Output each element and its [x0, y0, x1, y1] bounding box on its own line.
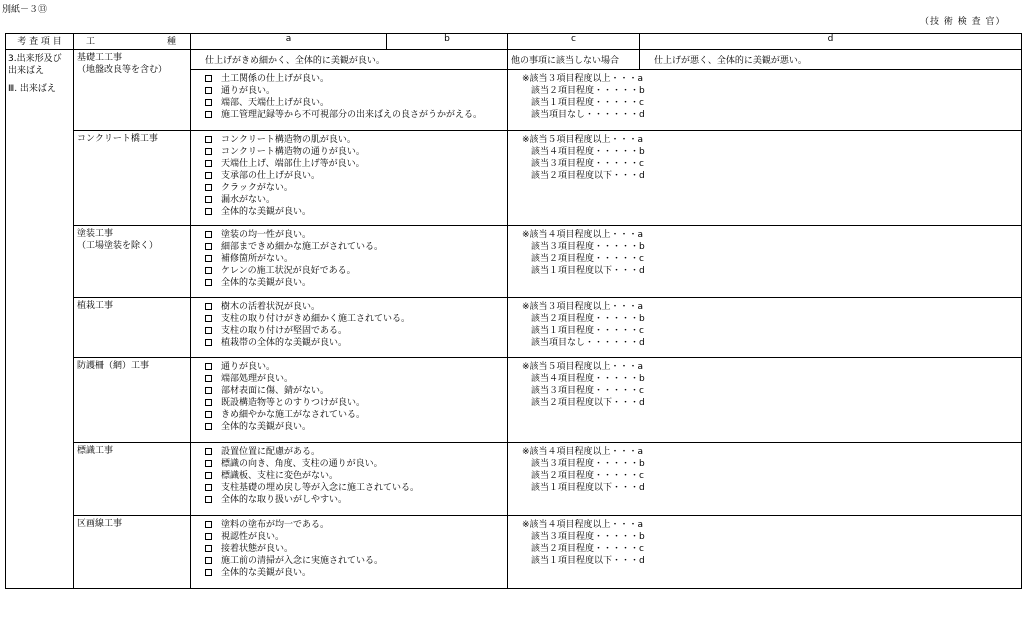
scoring-note: 該当１項目程度・・・・・c [522, 98, 644, 108]
scoring-notes [508, 70, 1022, 131]
checkbox-icon [205, 423, 212, 430]
criteria-item [191, 361, 507, 373]
scoring-notes [508, 358, 1022, 443]
scoring-note: 該当２項目程度・・・・・c [522, 254, 644, 264]
criteria-list [191, 358, 508, 443]
header-row [6, 34, 1022, 50]
evaluation-table [5, 33, 1022, 589]
section-name-line: コンクリート橋工事 [77, 134, 158, 144]
criteria-item [191, 567, 507, 579]
criteria-item [191, 494, 507, 506]
checkbox-icon [205, 303, 212, 310]
checkbox-icon [205, 460, 212, 467]
criteria-text: コンクリート構造物の通りが良い。 [221, 147, 365, 157]
criteria-text: 通りが良い。 [221, 86, 276, 96]
checkbox-icon [205, 533, 212, 540]
criteria-text: 支柱基礎の埋め戻し等が入念に施工されている。 [221, 483, 420, 493]
grade-c-text: 他の事項に該当しない場合 [508, 50, 640, 70]
section-name-5 [74, 443, 191, 516]
section-name-line: 標識工事 [77, 446, 114, 456]
criteria-list [191, 298, 508, 358]
criteria-text: 樹木の活着状況が良い。 [221, 302, 321, 312]
scoring-note: ※該当４項目程度以上・・・a [522, 230, 644, 240]
scoring-note: 該当項目なし・・・・・・d [522, 338, 645, 348]
criteria-text: ケレンの施工状況が良好である。 [221, 266, 356, 276]
first-row [6, 50, 1022, 70]
scoring-notes [508, 298, 1022, 358]
checkbox-icon [205, 363, 212, 370]
criteria-list [191, 70, 508, 131]
checkbox-icon [205, 208, 212, 215]
criteria-text: 補修箇所がない。 [221, 254, 294, 264]
scoring-note: 該当４項目程度・・・・・b [522, 374, 645, 384]
inspector-label: （技 術 検 査 官） [920, 17, 1006, 27]
criteria-text: 支承部の仕上げが良い。 [221, 171, 321, 181]
checkbox-icon [205, 267, 212, 274]
criteria-item [191, 146, 507, 158]
criteria-text: 支柱の取り付けがきめ細かく施工されている。 [221, 314, 411, 324]
checkbox-icon [205, 87, 212, 94]
checkbox-icon [205, 99, 212, 106]
criteria-text: 端部処理が良い。 [221, 374, 294, 384]
criteria-list [191, 516, 508, 589]
scoring-note: ※該当４項目程度以上・・・a [522, 520, 644, 530]
col-b-header: b [387, 34, 508, 50]
criteria-text: 通りが良い。 [221, 362, 276, 372]
criteria-text: 接着状態が良い。 [221, 544, 294, 554]
criteria-item [191, 206, 507, 218]
criteria-item [191, 446, 507, 458]
checkbox-icon [205, 484, 212, 491]
checkbox-icon [205, 231, 212, 238]
scoring-note: 該当３項目程度・・・・・b [522, 532, 645, 542]
checkbox-icon [205, 339, 212, 346]
checkbox-icon [205, 545, 212, 552]
section-name-0 [74, 50, 191, 131]
criteria-item [191, 170, 507, 182]
criteria-item [191, 531, 507, 543]
scoring-note: ※該当３項目程度以上・・・a [522, 302, 644, 312]
section-name-line: 防護柵（網）工事 [77, 361, 150, 371]
criteria-item [191, 253, 507, 265]
scoring-note: ※該当５項目程度以上・・・a [522, 135, 644, 145]
scoring-note: 該当２項目程度・・・・・b [522, 314, 645, 324]
col-d-header: d [640, 34, 1022, 50]
criteria-text: クラックがない。 [221, 183, 293, 193]
criteria-text: 全体的な美観が良い。 [221, 278, 312, 288]
section-name-1 [74, 131, 191, 226]
checkbox-icon [205, 375, 212, 382]
checkbox-icon [205, 411, 212, 418]
scoring-note: 該当１項目程度以下・・・d [522, 266, 645, 276]
criteria-text: きめ細やかな施工がなされている。 [221, 410, 366, 420]
checkbox-icon [205, 172, 212, 179]
criteria-item [191, 265, 507, 277]
section-name-line: 塗装工事 [77, 229, 114, 239]
criteria-item [191, 373, 507, 385]
criteria-text: 天端仕上げ、端部仕上げ等が良い。 [221, 159, 365, 169]
criteria-text: 土工関係の仕上げが良い。 [221, 74, 330, 84]
criteria-item [191, 325, 507, 337]
scoring-note: ※該当４項目程度以上・・・a [522, 447, 644, 457]
checkbox-icon [205, 399, 212, 406]
checkbox-icon [205, 472, 212, 479]
checkbox-icon [205, 160, 212, 167]
criteria-text: 漏水がない。 [221, 195, 276, 205]
checkbox-icon [205, 111, 212, 118]
section-name-line: （地盤改良等を含む） [77, 65, 168, 75]
scoring-note: 該当３項目程度・・・・・c [522, 386, 644, 396]
section-row [6, 298, 1022, 358]
criteria-item [191, 385, 507, 397]
criteria-list [191, 443, 508, 516]
criteria-item [191, 301, 507, 313]
criteria-text: 塗装の均一性が良い。 [221, 230, 312, 240]
checkbox-icon [205, 521, 212, 528]
section-row [6, 131, 1022, 226]
checkbox-icon [205, 243, 212, 250]
checkbox-icon [205, 315, 212, 322]
criteria-text: 端部、天端仕上げが良い。 [221, 98, 330, 108]
scoring-note: 該当４項目程度・・・・・b [522, 147, 645, 157]
checkbox-icon [205, 448, 212, 455]
col-type-header: 工 種 [74, 34, 191, 50]
criteria-text: 全体的な美観が良い。 [221, 568, 312, 578]
criteria-item [191, 241, 507, 253]
criteria-text: 標識の向き、角度、支柱の通りが良い。 [221, 459, 383, 469]
checkbox-icon [205, 557, 212, 564]
category-cell: 3.出来形及び 出来ばえ Ⅲ. 出来ばえ [6, 50, 74, 589]
section-name-2 [74, 226, 191, 298]
checkbox-icon [205, 569, 212, 576]
criteria-text: 既設構造物等とのすりつけが良い。 [221, 398, 366, 408]
scoring-notes [508, 443, 1022, 516]
grade-d-text: 仕上げが悪く、全体的に美観が悪い。 [640, 50, 1022, 70]
scoring-note: 該当１項目程度・・・・・c [522, 326, 644, 336]
criteria-item [191, 158, 507, 170]
scoring-note: ※該当５項目程度以上・・・a [522, 362, 644, 372]
criteria-item [191, 229, 507, 241]
scoring-note: 該当３項目程度・・・・・b [522, 242, 645, 252]
checkbox-icon [205, 387, 212, 394]
criteria-item [191, 134, 507, 146]
scoring-notes [508, 131, 1022, 226]
section-row [6, 226, 1022, 298]
criteria-item [191, 409, 507, 421]
col-a-header: a [191, 34, 387, 50]
checkbox-icon [205, 496, 212, 503]
scoring-note: 該当２項目程度以下・・・d [522, 171, 645, 181]
scoring-note: ※該当３項目程度以上・・・a [522, 74, 644, 84]
criteria-text: コンクリート構造物の肌が良い。 [221, 135, 356, 145]
criteria-list [191, 131, 508, 226]
section-name-6 [74, 516, 191, 589]
criteria-item [191, 470, 507, 482]
criteria-text: 全体的な美観が良い。 [221, 422, 312, 432]
criteria-text: 施工管理記録等から不可視部分の出来ばえの良さがうかがえる。 [221, 110, 483, 120]
checkbox-icon [205, 196, 212, 203]
criteria-item [191, 85, 507, 97]
criteria-text: 設置位置に配慮がある。 [221, 447, 321, 457]
col-c-header: c [508, 34, 640, 50]
scoring-notes [508, 516, 1022, 589]
scoring-note: 該当２項目程度・・・・・c [522, 544, 644, 554]
criteria-text: 支柱の取り付けが堅固である。 [221, 326, 348, 336]
criteria-text: 植栽帯の全体的な美観が良い。 [221, 338, 348, 348]
criteria-item [191, 182, 507, 194]
criteria-text: 部材表面に傷、錆がない。 [221, 386, 330, 396]
checkbox-icon [205, 75, 212, 82]
criteria-item [191, 73, 507, 85]
section-name-line: 基礎工工事 [77, 53, 123, 63]
scoring-note: 該当２項目程度・・・・・c [522, 471, 644, 481]
grade-a-text: 仕上げがきめ細かく、全体的に美観が良い。 [191, 50, 508, 70]
criteria-item [191, 313, 507, 325]
checkbox-icon [205, 327, 212, 334]
criteria-item [191, 543, 507, 555]
criteria-item [191, 194, 507, 206]
checkbox-icon [205, 255, 212, 262]
criteria-item [191, 109, 507, 121]
checkbox-icon [205, 184, 212, 191]
criteria-item [191, 397, 507, 409]
section-name-4 [74, 358, 191, 443]
criteria-text: 細部まできめ細かな施工がされている。 [221, 242, 384, 252]
criteria-text: 施工前の清掃が入念に実施されている。 [221, 556, 384, 566]
criteria-item [191, 519, 507, 531]
section-name-3 [74, 298, 191, 358]
criteria-item [191, 458, 507, 470]
scoring-note: 該当１項目程度以下・・・d [522, 483, 645, 493]
scoring-note: 該当２項目程度・・・・・b [522, 86, 645, 96]
section-row [6, 516, 1022, 589]
criteria-list [191, 226, 508, 298]
section-name-line: （工場塗装を除く） [77, 241, 159, 251]
col-item-header: 考 査 項 目 [6, 34, 74, 50]
criteria-text: 全体的な美観が良い。 [221, 207, 312, 217]
scoring-note: 該当項目なし・・・・・・d [522, 110, 645, 120]
criteria-text: 全体的な取り扱いがしやすい。 [221, 495, 348, 505]
section-row [6, 443, 1022, 516]
scoring-note: 該当３項目程度・・・・・b [522, 459, 645, 469]
checkbox-icon [205, 148, 212, 155]
criteria-text: 塗料の塗布が均一である。 [221, 520, 330, 530]
section-name-line: 植栽工事 [77, 301, 114, 311]
checkbox-icon [205, 136, 212, 143]
criteria-text: 標識板、支柱に変色がない。 [221, 471, 339, 481]
scoring-note: 該当３項目程度・・・・・c [522, 159, 644, 169]
criteria-item [191, 97, 507, 109]
scoring-note: 該当２項目程度以下・・・d [522, 398, 645, 408]
criteria-item [191, 337, 507, 349]
criteria-item [191, 277, 507, 289]
criteria-item [191, 555, 507, 567]
criteria-text: 視認性が良い。 [221, 532, 285, 542]
form-id: 別紙－３⑬ [2, 5, 48, 15]
criteria-item [191, 421, 507, 433]
scoring-note: 該当１項目程度以下・・・d [522, 556, 645, 566]
checkbox-icon [205, 279, 212, 286]
section-name-line: 区画線工事 [77, 519, 123, 529]
section-row [6, 358, 1022, 443]
criteria-item [191, 482, 507, 494]
scoring-notes [508, 226, 1022, 298]
